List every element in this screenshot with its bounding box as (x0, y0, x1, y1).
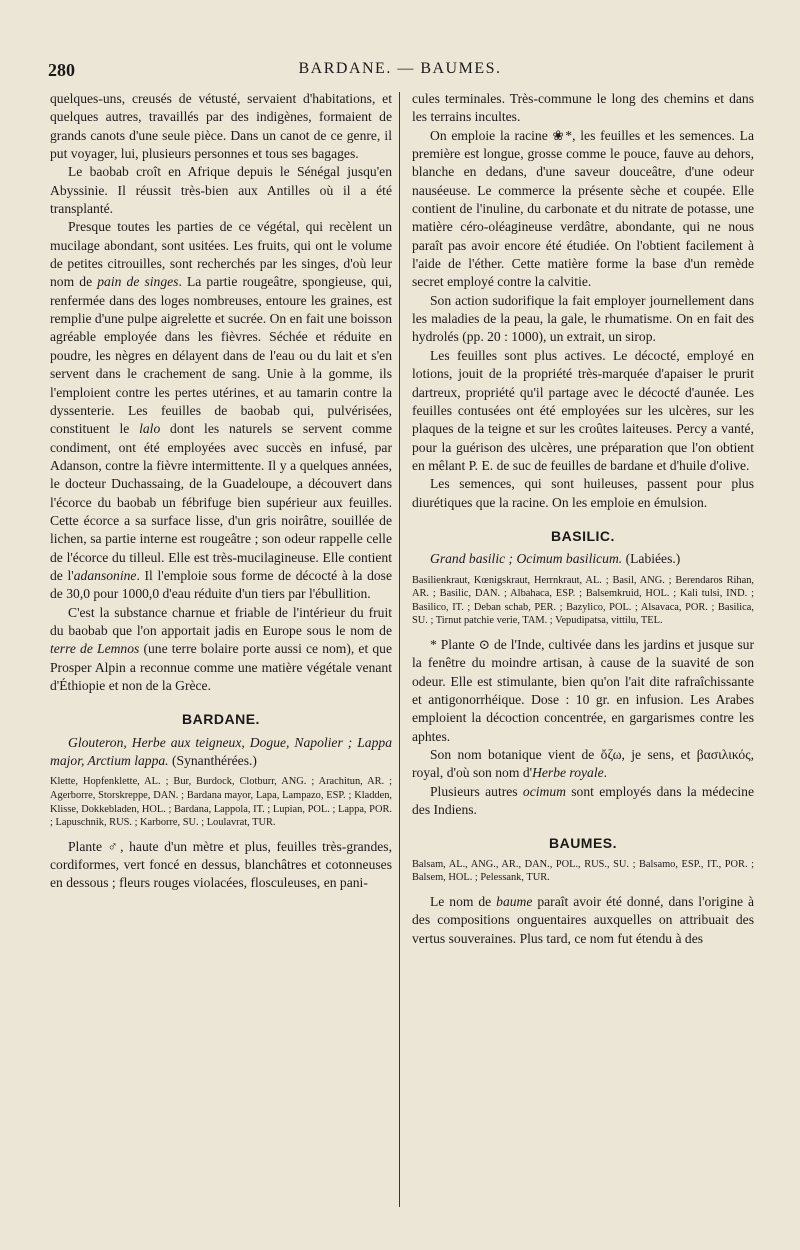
paragraph-racine: On emploie la racine ❀*, les feuilles et les semences. La première est longue, grosse comme le pouce, fauve au dehors, blanche en dedans, d'une saveur douceâtre, d'une odeur nauséeuse. Le commerce la présente sèche et coupée. Elle contient de l'inuline, du carbonate et du nitrate de potasse, une matière céro-oléagineuse verdâtre, abondante, qui ne nous paraît pas avoir encore été étudiée. On l'obtient facilement à l'aide de l'éther. Cette matière forme la base d'un remède secret employé contre la calvitie. (412, 127, 754, 290)
heading-baumes: BAUMES. (548, 835, 618, 852)
running-head (48, 60, 752, 82)
italic-term: pain de singes (97, 274, 179, 290)
paragraph-continued: cules terminales. Très-commune le long des chemins et dans les terrains incultes. (412, 91, 754, 125)
paragraph-feuilles: Les feuilles sont plus actives. Le décocté, employé en lotions, jouit de la propriété très-marquée d'apaiser le prurit dartreux, propriété qu'il partage avec le décocté d'aunée. Les feuilles contusées ont été employées sur les ulcères, sur les plaques de la teigne et sur les croûtes laiteuses. Percy a vanté, pour la guérison des ulcères, une préparation que l'on obtient en mêlant P. E. de suc de feuilles de bardane et d'huile d'olive. (412, 347, 754, 473)
foreign-names-bardane: Klette, Hopfenklette, AL. ; Bur, Burdock, Clotburr, ANG. ; Arachitun, AR. ; Agerborre, Storskreppe, DAN. ; Bardana mayor, Lapa, Lampazo, ESP. ; Kladden, Klisse, Dokkebladen, HOL. ; Bardana, Lappola, IT. ; Lupian, POL. ; Lappa, POR. ; Lapuschnik, RUS. ; Karborre, SU. ; Loulavrat, TUR. (50, 776, 392, 829)
paragraph-plante-basilic: * Plante ⊙ de l'Inde, cultivée dans les jardins et jusque sur la fenêtre du moindre artisan, à cause de la suavité de son odeur. Elle est stimulante, bien qu'on l'ait dite rafraîchissante et antigonorrhéique. Dose : 10 gr. en infusion. Les Arabes emploient la décoction concentrée, en gargarismes contre les aphtes. (412, 636, 754, 744)
page-number: 280 (48, 60, 75, 80)
heading-bardane: BARDANE. (182, 711, 260, 728)
running-head-title: BARDANE. — BAUMES. (298, 60, 502, 77)
paragraph-nom-baume: Le nom de baume paraît avoir été donné, dans l'origine à des compositions onguentaires auxquelles on attribuait des vertus souveraines. Plus tard, ce nom fut étendu à des (412, 893, 754, 946)
italic-term: Herbe royale (532, 765, 604, 781)
heading-basilic: BASILIC. (551, 527, 615, 544)
paragraph-plante-bardane: Plante ♂, haute d'un mètre et plus, feuilles très-grandes, cordiformes, vert foncé en dessus, blanchâtres et cotonneuses en dessous ; fleurs rouges violacées, flosculeuses, en pani- (50, 838, 392, 891)
left-column (50, 90, 392, 1230)
italic-term: ocimum (522, 783, 566, 799)
synonyms-basilic: Grand basilic ; Ocimum basilicum. (Labiées.) (430, 551, 681, 567)
right-column (412, 90, 754, 1230)
foreign-names-baumes: Balsam, AL., ANG., AR., DAN., POL., RUS., SU. ; Balsamo, ESP., IT., POR. ; Balsem, HOL. ; Pelessank, TUR. (412, 858, 754, 884)
paragraph-baobab-range: Le baobab croît en Afrique depuis le Sénégal jusqu'en Abyssinie. Il réussit très-bien aux Antilles où il a été transplanté. (50, 164, 392, 217)
column-divider (399, 92, 400, 1207)
paragraph-baobab-uses: Presque toutes les parties de ce végétal, qui recèlent un mucilage abondant, sont usitées. Les fruits, qui ont le volume de petites citrouilles, sont recherchés par les singes, d'où leur nom de pain de singes. La partie rougeâtre, spongieuse, qui, renfermée dans des loges nombreuses, entoure les graines, est remplie d'une pulpe aigrelette et sucrée. On en fait une boisson agréable employée dans les fièvres. Séchée et réduite en poudre, les nègres en délayent dans de l'eau ou du lait et s'en servent dans le crachement de sang. Unie à la gomme, ils l'emploient contre les pertes utérines, et au tamarin contre la dyssenterie. Les feuilles de baobab qui, pulvérisées, constituent le lalo dont les naturels se servent comme condiment, ont été employées avec succès en infusé, par Adanson, contre la fièvre intermittente. Il y a quelques années, le docteur Duchassaing, de la Guadeloupe, a découvert dans l'écorce du baobab un fébrifuge bien supérieur aux feuilles. Cette écorce a sa surface lisse, d'un gris noirâtre, souillée de lichen, sa partie interne est rougeâtre ; son odeur rappelle celle de l'écorce du tilleul. Elle est très-mucilagineuse. Elle contient de l'adansonine. Il l'emploie sous forme de décocté à la dose de 30,0 pour 1000,0 d'eau réduite d'un tiers par l'ébullition. (50, 219, 392, 602)
paragraph-terre-de-lemnos: C'est la substance charnue et friable de l'intérieur du fruit du baobab que l'on apportait jadis en Europe sous le nom de terre de Lemnos (une terre bolaire porte aussi ce nom), et que Prosper Alpin a reconnue comme une matière végétale venant d'Éthiopie et non de la Grèce. (50, 604, 392, 693)
foreign-names-basilic: Basilienkraut, Kœnigskraut, Herrnkraut, AL. ; Basil, ANG. ; Berendaros Rihan, AR. ; Basilic, DAN. ; Albahaca, ESP. ; Balsemkruid, HOL. ; Kali tulsi, IND. ; Basilico, IT. ; Deban schab, PER. ; Bazylico, POL. ; Alsavaca, POR. ; Basilica, SU. ; Tirnut patchie verie, TAM. ; Vepudipatsa, vittilu, TEL. (412, 574, 754, 627)
paragraph-action: Son action sudorifique la fait employer journellement dans les maladies de la peau, la gale, le rhumatisme. On en fait des hydrolés (pp. 20 : 1000), un extrait, un sirop. (412, 292, 754, 345)
paragraph-ocimum: Plusieurs autres ocimum sont employés dans la médecine des Indiens. (412, 783, 754, 818)
italic-term: adansonine (73, 567, 137, 583)
paragraph-continued: quelques-uns, creusés de vétusté, servaient d'habitations, et quelques autres, travaillés par des indigènes, formaient de grands canots d'une seule pièce. Dans un canot de ce genre, il put voyager, lui, plusieurs personnes et tous ses bagages. (50, 91, 392, 162)
paragraph-semences: Les semences, qui sont huileuses, passent pour plus diurétiques que la racine. On les emploie en émulsion. (412, 476, 754, 510)
italic-term: lalo (139, 421, 161, 437)
paragraph-nom-botanique: Son nom botanique vient de ὄζω, je sens, et βασιλικός, royal, d'où son nom d'Herbe royale. (412, 747, 754, 781)
italic-term: terre de Lemnos (50, 641, 140, 657)
synonyms-bardane: Glouteron, Herbe aux teigneux, Dogue, Napolier ; Lappa major, Arctium lappa. (Synanthérées.) (50, 734, 392, 769)
italic-term: baume (496, 893, 533, 909)
